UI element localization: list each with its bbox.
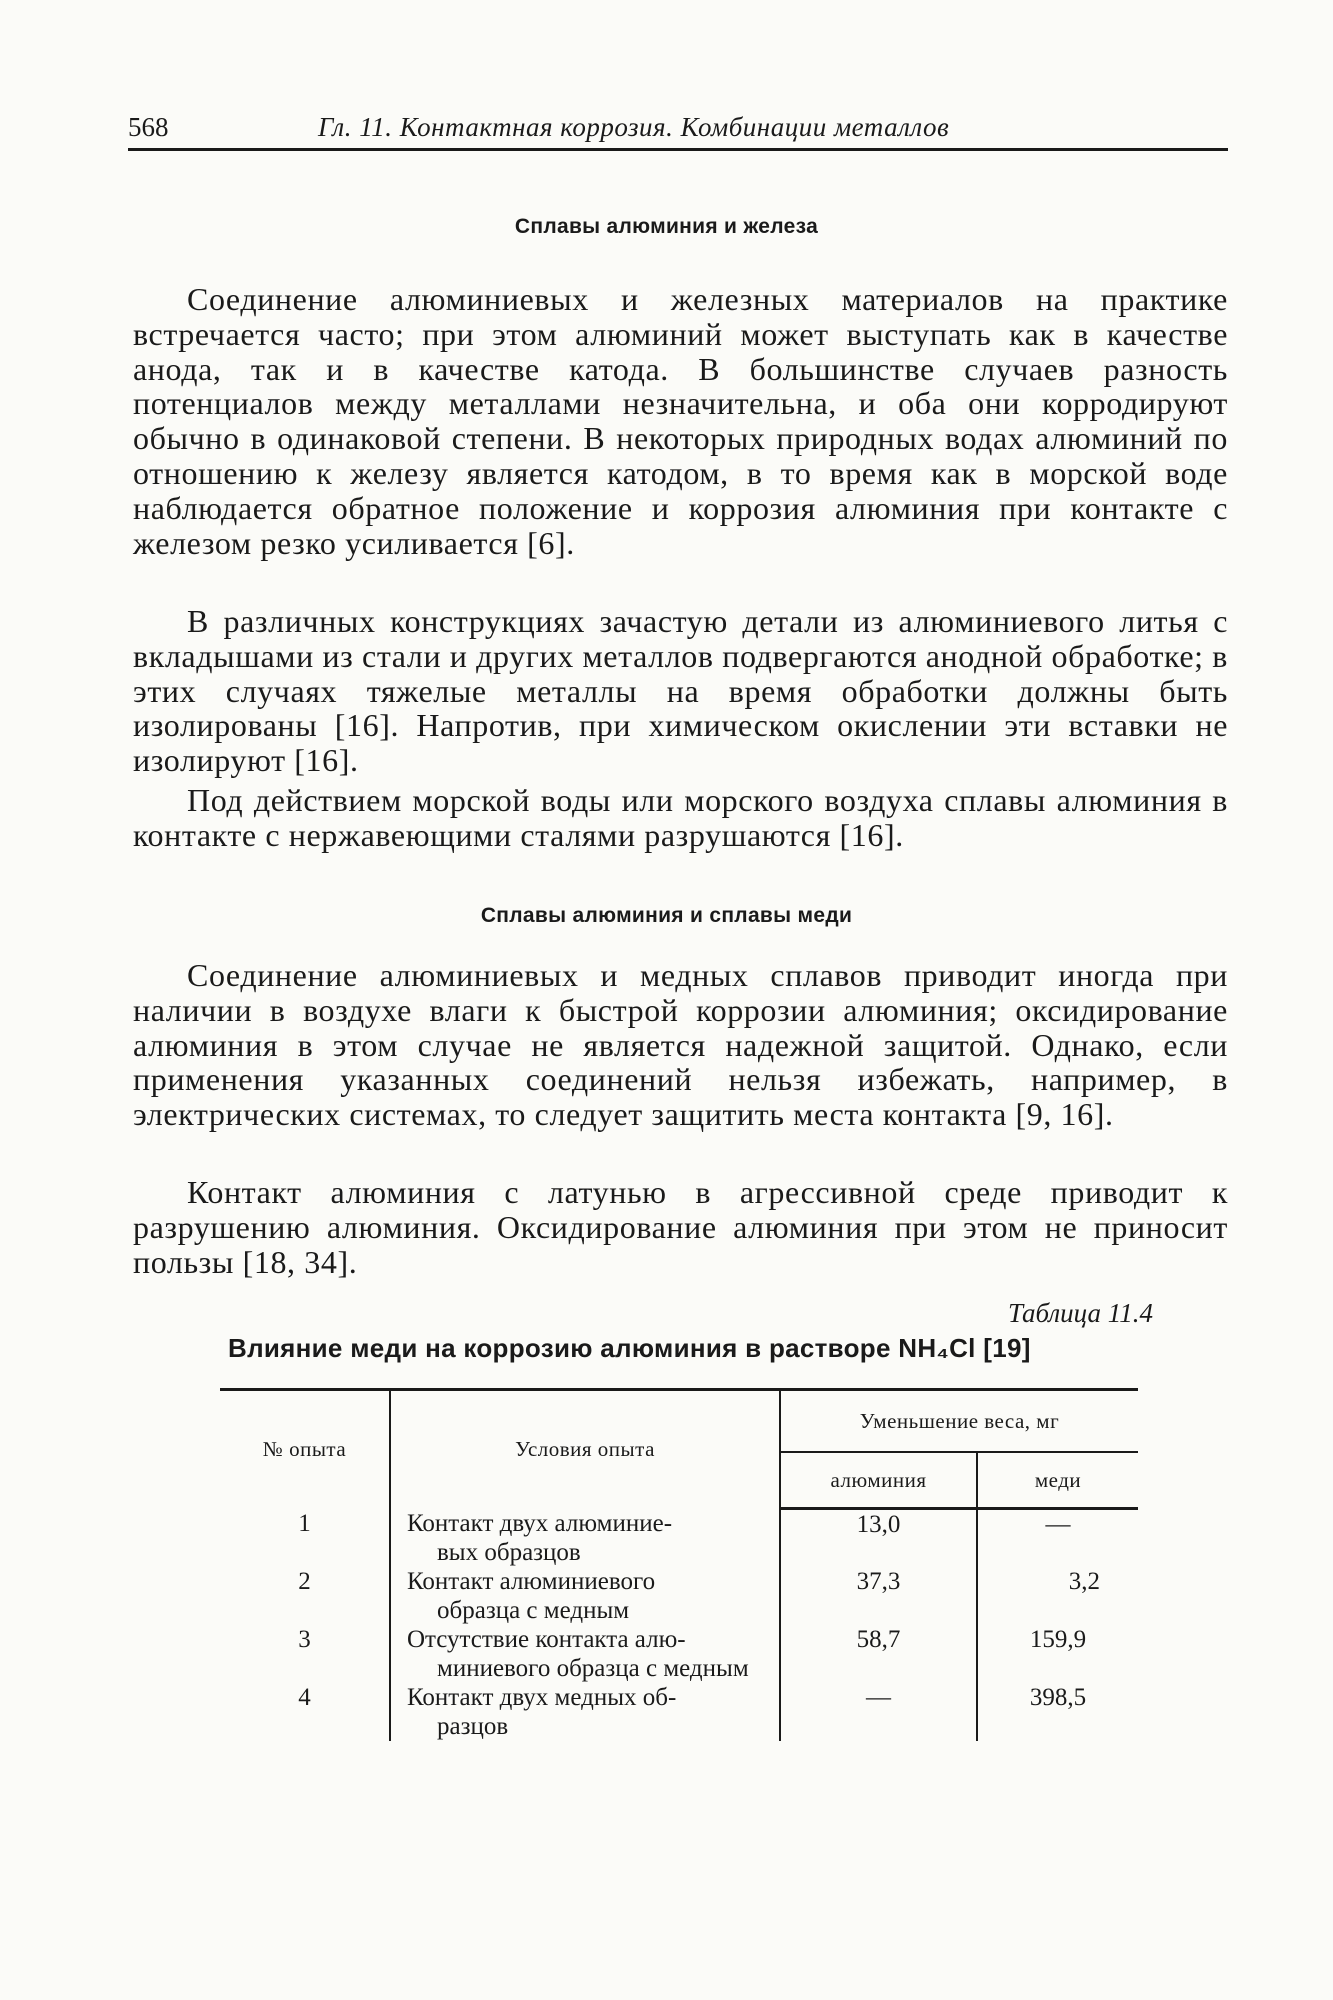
paragraph-al-fe-1: Соединение алюминиевых и железных материалов на практике встречается часто; при этом алюминий может выступать как в качестве анода, так и в качестве катода. В большинстве случаев разность потенциалов между металлами незначительна, и оба они корродируют обычно в одинаковой степени. В некоторых природных водах алюминий по отношению к железу является катодом, в то время как в морской воде наблюдается обратное положение и коррозия алюминия при контакте с железом резко усиливается [6]. (133, 281, 1228, 561)
row-copper: 398,5 (977, 1683, 1138, 1741)
cond-line-2: разцов (437, 1712, 509, 1740)
section-title-aluminum-copper: Сплавы алюминия и сплавы меди (480, 904, 853, 927)
row-number: 3 (298, 1625, 311, 1653)
header-weight-loss-label: Уменьшение веса, мг (859, 1408, 1060, 1433)
row-conditions (390, 1509, 780, 1567)
table-row (220, 1567, 1138, 1625)
cond-line-1: Контакт двух медных об- (407, 1683, 677, 1711)
row-aluminum: 37,3 (780, 1567, 977, 1625)
paragraph-al-cu-1: Соединение алюминиевых и медных сплавов приводит иногда при наличии в воздухе влаги к быстрой коррозии алюминия; оксидирование алюминия в этом случае не является надежной защитой. Однако, если применения указанных соединений нельзя избежать, например, в электрических системах, то следует защитить места контакта [9, 16]. (133, 957, 1228, 1133)
cond-line-1: Контакт двух алюминие- (407, 1509, 673, 1537)
row-aluminum: — (780, 1683, 977, 1741)
header-weight-loss (780, 1390, 1138, 1453)
row-aluminum: 58,7 (780, 1625, 977, 1683)
row-aluminum: 13,0 (780, 1509, 977, 1567)
row-copper: 159,9 (977, 1625, 1138, 1683)
cond-line-2: образца с медным (437, 1596, 630, 1624)
table-row (220, 1509, 1138, 1567)
page-number: 568 (128, 112, 169, 142)
header-conditions: Условия опыта (390, 1390, 780, 1509)
table-title: Влияние меди на коррозию алюминия в растворе NH₄Cl [19] (228, 1333, 1031, 1363)
row-number: 2 (298, 1567, 311, 1595)
header-aluminum: алюминия (780, 1452, 977, 1509)
paragraph-al-cu-2: Контакт алюминия с латунью в агрессивной среде приводит к разрушению алюминия. Оксидирование алюминия при этом не приносит пользы [18, 34]. (133, 1174, 1228, 1280)
table-label: Таблица 11.4 (1007, 1298, 1153, 1328)
cond-line-1: Отсутствие контакта алю- (407, 1625, 686, 1653)
header-number: № опыта (220, 1390, 390, 1509)
row-copper: — (977, 1509, 1138, 1567)
paragraph-al-fe-2: В различных конструкциях зачастую детали из алюминиевого литья с вкладышами из стали и других металлов подвергаются анодной обработке; в этих случаях тяжелые металлы на время обработки должны быть изолированы [16]. Напротив, при химическом окислении эти вставки не изолируют [16]. (133, 603, 1228, 779)
table-row (220, 1625, 1138, 1683)
cond-line-2: вых образцов (437, 1538, 581, 1566)
row-conditions (390, 1567, 780, 1625)
row-conditions (390, 1625, 780, 1683)
row-copper: 3,2 (977, 1567, 1138, 1625)
cond-line-1: Контакт алюминиевого (407, 1567, 656, 1595)
corrosion-table (220, 1388, 1138, 1741)
table-row (220, 1683, 1138, 1741)
section-title-aluminum-iron: Сплавы алюминия и железа (514, 215, 819, 238)
row-number: 4 (298, 1683, 311, 1711)
paragraph-al-fe-3: Под действием морской воды или морского воздуха сплавы алюминия в контакте с нержавеющими сталями разрушаются [16]. (133, 782, 1228, 853)
running-title: Гл. 11. Контактная коррозия. Комбинации металлов (318, 112, 950, 142)
row-number: 1 (298, 1509, 311, 1537)
row-conditions (390, 1683, 780, 1741)
header-copper: меди (977, 1452, 1138, 1509)
cond-line-2: миниевого образца с медным (437, 1654, 749, 1682)
page-header (128, 108, 1228, 151)
